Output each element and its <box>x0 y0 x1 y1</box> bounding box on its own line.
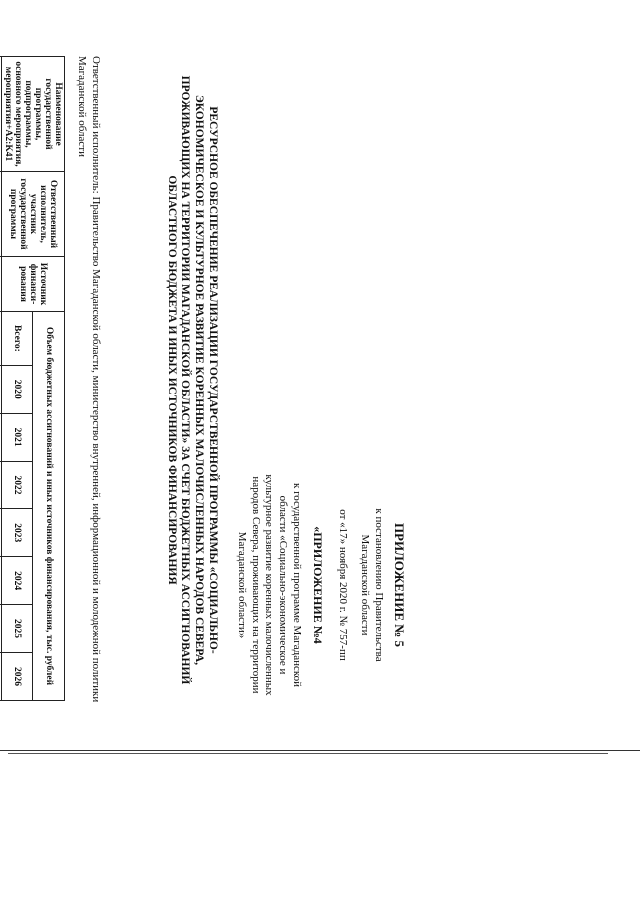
col-number <box>0 57 2 172</box>
appendix4-title: «ПРИЛОЖЕНИЕ №4 <box>311 526 325 644</box>
col-number <box>0 257 2 312</box>
header-source: Источник финанси-рования <box>2 257 65 312</box>
col-number <box>0 605 2 653</box>
resource-table <box>0 56 65 701</box>
header-year: 2021 <box>2 413 34 461</box>
appendix5-line1: к постановлению Правительства <box>373 508 385 662</box>
col-number <box>0 365 2 413</box>
col-number <box>0 172 2 257</box>
col-number <box>0 413 2 461</box>
header-year: 2024 <box>2 557 34 605</box>
col-number <box>0 312 2 366</box>
rotated-page <box>3 50 415 705</box>
table-header-row <box>33 57 65 701</box>
col-number <box>0 509 2 557</box>
header-year: 2026 <box>2 652 34 700</box>
header-year: 2023 <box>2 509 34 557</box>
appendix5-line2: Магаданской области <box>359 534 371 636</box>
header-year: 2020 <box>2 365 34 413</box>
header-year: 2022 <box>2 461 34 509</box>
appendix5-title: ПРИЛОЖЕНИЕ № 5 <box>392 522 407 648</box>
responsible-executor: Ответственный исполнитель: Правительство Магаданской области, министерство внутренней, информационной и молодежной политики Магаданской области <box>75 56 102 703</box>
page-divider-secondary <box>8 753 608 754</box>
appendix5-line3: от «17» ноября 2020 г. № 757-пп <box>337 509 349 661</box>
col-number <box>0 461 2 509</box>
header-total: Всего: <box>2 312 34 366</box>
page-divider <box>0 750 640 751</box>
table-numbering-row <box>0 57 2 701</box>
header-name: Наименование государственной программы, подпрограммы, основного мероприятия, мероприятия+A2:K41 <box>2 57 65 172</box>
col-number <box>0 557 2 605</box>
appendix4-text: к государственной программе Магаданской области «Социально-экономическое и культурное развитие коренных малочисленных народов Севера, проживающих на территории Магаданской области» <box>236 474 303 696</box>
header-executor: Ответственный исполнитель, участник государственной программы <box>2 172 65 257</box>
document-heading: РЕСУРСНОЕ ОБЕСПЕЧЕНИЕ РЕАЛИЗАЦИИ ГОСУДАРСТВЕННОЙ ПРОГРАММЫ «СОЦИАЛЬНО-ЭКОНОМИЧЕСКОЕ И КУЛЬТУРНОЕ РАЗВИТИЕ КОРЕННЫХ МАЛОЧИСЛЕННЫХ НАРОДОВ СЕВЕРА, ПРОЖИВАЮЩИХ НА ТЕРРИТОРИИ МАГАДАНСКОЙ ОБЛАСТИ» ЗА СЧЕТ БЮДЖЕТНЫХ АССИГНОВАНИЙ ОБЛАСТНОГО БЮДЖЕТА И ИНЫХ ИСТОЧНИКОВ ФИНАНСИРОВАНИЯ <box>165 75 219 685</box>
col-number <box>0 652 2 700</box>
header-year: 2025 <box>2 605 34 653</box>
header-volume: Объем бюджетных ассигнований и иных источников финансирования, тыс. рублей <box>33 312 65 701</box>
